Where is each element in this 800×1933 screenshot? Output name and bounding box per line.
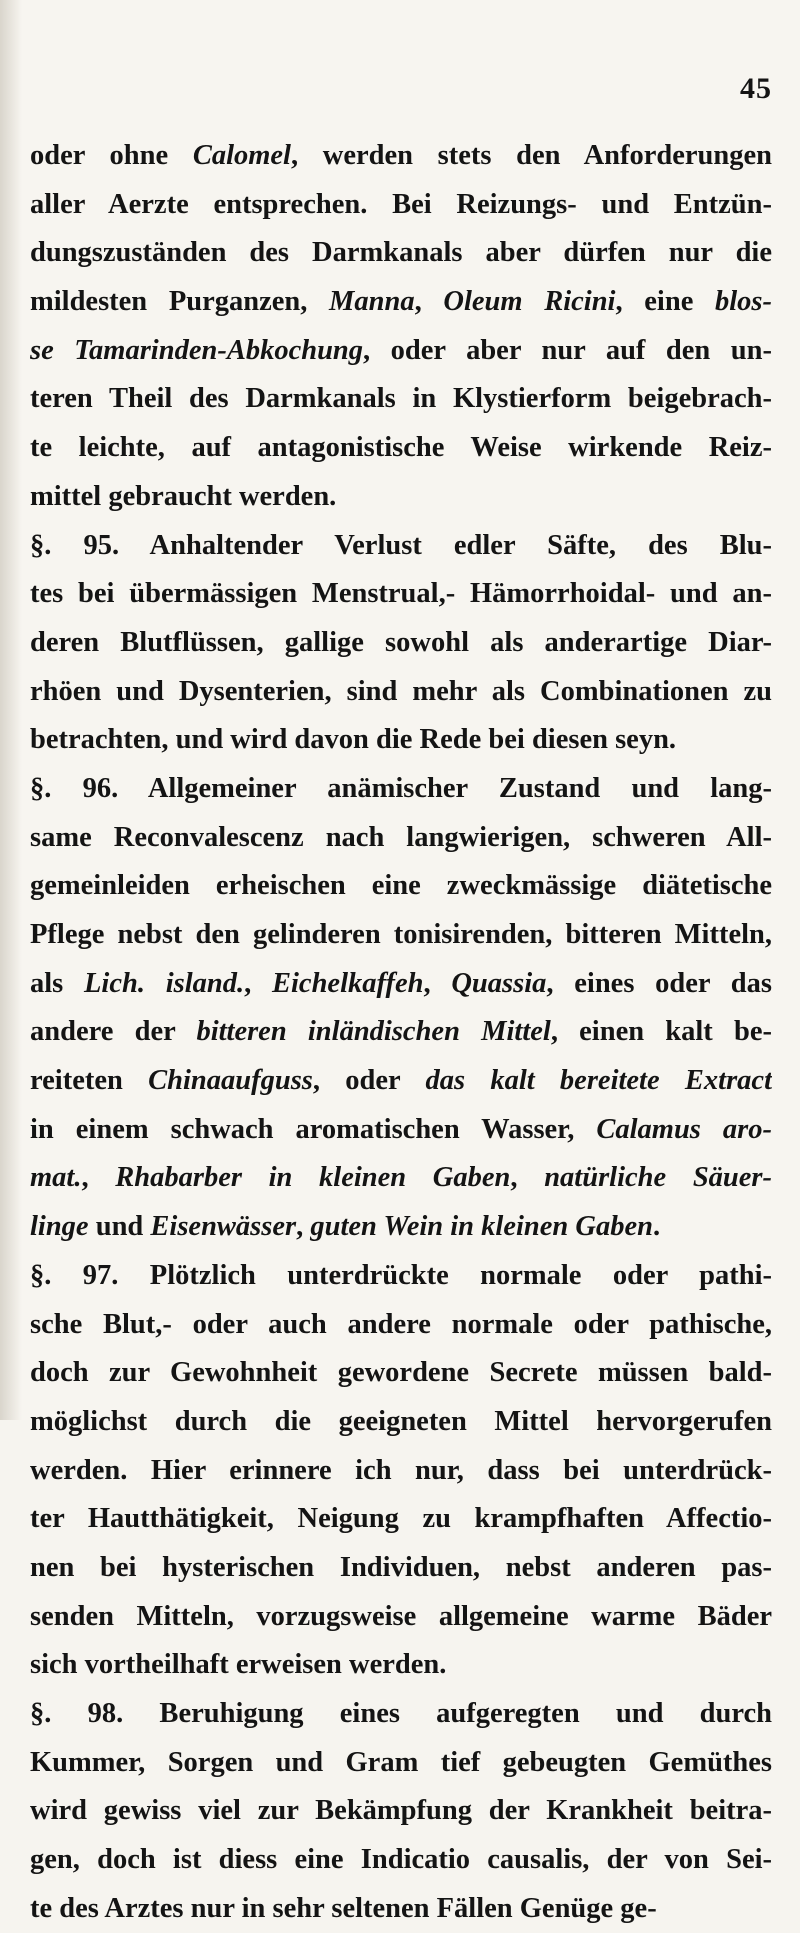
text-line: gemeinleiden erheischen eine zweckmässige diätetische <box>30 870 772 902</box>
text-line: dungszuständen des Darmkanals aber dürfen nur die <box>30 237 772 269</box>
text-line: linge und Eisenwässer, guten Wein in kleinen Gaben. <box>30 1211 661 1243</box>
text-line: betrachten, und wird davon die Rede bei diesen seyn. <box>30 724 677 756</box>
text-line: rhöen und Dysenterien, sind mehr als Combinationen zu <box>30 675 772 707</box>
text-line: §. 95. Anhaltender Verlust edler Säfte, des Blu- <box>30 529 772 561</box>
text-line: te des Arztes nur in sehr seltenen Fällen Genüge ge- <box>30 1892 657 1924</box>
text-line: möglichst durch die geeigneten Mittel hervorgerufen <box>30 1405 772 1437</box>
text-line: mat., Rhabarber in kleinen Gaben, natürliche Säuer- <box>30 1162 772 1194</box>
text-line: §. 96. Allgemeiner anämischer Zustand und lang- <box>30 772 772 804</box>
text-line: sche Blut,- oder auch andere normale oder pathische, <box>30 1308 772 1340</box>
text-line: oder ohne Calomel, werden stets den Anforderungen <box>30 140 772 171</box>
text-line: andere der bitteren inländischen Mittel, einen kalt be- <box>30 1016 772 1048</box>
text-line: ter Hautthätigkeit, Neigung zu krampfhaften Affectio- <box>30 1503 772 1535</box>
text-line: mildesten Purganzen, Manna, Oleum Ricini, eine blos- <box>30 286 772 318</box>
text-line: nen bei hysterischen Individuen, nebst anderen pas- <box>30 1551 772 1583</box>
text-line: reiteten Chinaaufguss, oder das kalt bereitete Extract <box>30 1065 772 1097</box>
text-line: se Tamarinden-Abkochung, oder aber nur auf den un- <box>30 334 772 366</box>
text-line: werden. Hier erinnere ich nur, dass bei unterdrück- <box>30 1454 772 1486</box>
text-line: als Lich. island., Eichelkaffeh, Quassia, eines oder das <box>30 967 772 999</box>
page-number: 45 <box>740 72 772 105</box>
body-text <box>30 132 772 1933</box>
text-line: teren Theil des Darmkanals in Klystierform beigebrach- <box>30 383 772 415</box>
text-line: mittel gebraucht werden. <box>30 480 337 512</box>
text-line: deren Blutflüssen, gallige sowohl als anderartige Diar- <box>30 626 772 658</box>
text-line: wird gewiss viel zur Bekämpfung der Krankheit beitra- <box>30 1795 772 1827</box>
text-line: Pflege nebst den gelinderen tonisirenden, bitteren Mitteln, <box>30 919 772 950</box>
text-line: §. 98. Beruhigung eines aufgeregten und durch <box>30 1698 772 1729</box>
text-line: same Reconvalescenz nach langwierigen, schweren All- <box>30 821 772 853</box>
text-line: te leichte, auf antagonistische Weise wirkende Reiz- <box>30 432 772 464</box>
text-line: Kummer, Sorgen und Gram tief gebeugten Gemüthes <box>30 1746 772 1778</box>
text-line: aller Aerzte entsprechen. Bei Reizungs- und Entzün- <box>30 188 772 220</box>
text-line: tes bei übermässigen Menstrual,- Hämorrhoidal- und an- <box>30 578 772 610</box>
text-line: gen, doch ist diess eine Indicatio causalis, der von Sei- <box>30 1844 772 1876</box>
text-line: sich vortheilhaft erweisen werden. <box>30 1649 447 1681</box>
text-line: in einem schwach aromatischen Wasser, Calamus aro- <box>30 1113 772 1145</box>
text-line: senden Mitteln, vorzugsweise allgemeine warme Bäder <box>30 1600 772 1632</box>
page-gutter-shadow <box>0 0 22 1420</box>
text-line: doch zur Gewohnheit gewordene Secrete müssen bald- <box>30 1357 772 1389</box>
text-line: §. 97. Plötzlich unterdrückte normale oder pathi- <box>30 1259 772 1291</box>
